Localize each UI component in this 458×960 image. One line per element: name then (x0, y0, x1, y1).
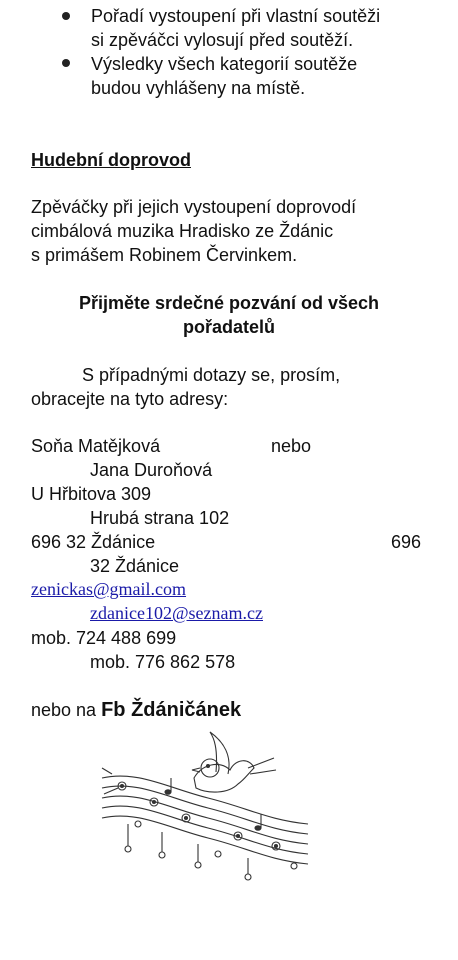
bullet-dot-1 (62, 12, 70, 20)
accompaniment-heading: Hudební doprovod (31, 150, 191, 170)
accompaniment-line-3: s primášem Robinem Červinkem. (31, 245, 298, 265)
bullet-2-line-1: Výsledky všech kategorií soutěže (91, 54, 358, 74)
invitation-line-1: Přijměte srdečné pozvání od všech (78, 293, 380, 313)
contact-zip-2-part-2: 32 Ždánice (90, 556, 180, 576)
bullet-1-line-1: Pořadí vystoupení při vlastní soutěži (91, 6, 381, 26)
contact-intro-line-1: S případnými dotazy se, prosím, (82, 365, 341, 385)
contact-zip-2-part-1: 696 (391, 532, 422, 552)
contact-phone-1: mob. 724 488 699 (31, 628, 177, 648)
contact-name-1: Soňa Matějková (31, 436, 161, 456)
contact-street-2: Hrubá strana 102 (90, 508, 230, 528)
accompaniment-line-2: cimbálová muzika Hradisko ze Ždánic (31, 221, 334, 241)
bullet-2-line-2: budou vyhlášeny na místě. (91, 78, 306, 98)
contact-or: nebo (271, 436, 312, 456)
footer-line (31, 698, 241, 722)
contact-name-2: Jana Duroňová (90, 460, 213, 480)
bullet-1-line-2: si zpěváčci vylosují před soutěží. (91, 30, 354, 50)
email-link-1[interactable]: zenickas@gmail.com (31, 579, 187, 599)
contact-street-1: U Hřbitova 309 (31, 484, 152, 504)
bullet-dot-2 (62, 59, 70, 67)
bird-music-illustration (98, 728, 324, 898)
invitation-line-2: pořadatelů (182, 317, 275, 337)
contact-zip-1: 696 32 Ždánice (31, 532, 156, 552)
email-link-2[interactable]: zdanice102@seznam.cz (90, 603, 263, 623)
contact-phone-2: mob. 776 862 578 (90, 652, 236, 672)
footer-prefix: nebo na (31, 700, 97, 720)
accompaniment-line-1: Zpěváčky při jejich vystoupení doprovodí (31, 197, 357, 217)
facebook-page-name: Fb Ždáničánek (101, 699, 242, 721)
contact-intro-line-2: obracejte na tyto adresy: (31, 389, 229, 409)
